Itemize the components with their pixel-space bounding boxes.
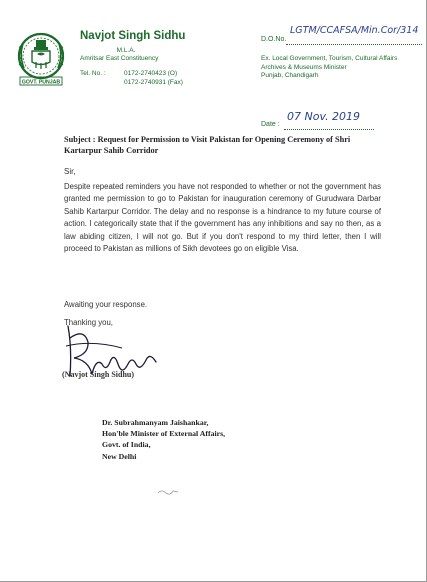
addressee-line: Dr. Subrahmanyam Jaishankar, xyxy=(102,418,209,427)
date-handwritten: 07 Nov. 2019 xyxy=(287,110,361,123)
letterhead-telephone xyxy=(80,70,177,77)
closing-awaiting: Awaiting your response. xyxy=(64,300,148,309)
addressee-line: Govt. of India, xyxy=(102,440,151,450)
do-number-label: D.O.No. xyxy=(261,36,287,43)
do-number-line xyxy=(286,44,422,45)
letterhead-role xyxy=(261,55,421,81)
punjab-emblem-icon xyxy=(10,30,72,88)
tel-fax: 0172-2740931 (Fax) xyxy=(124,79,183,86)
role-line: Punjab, Chandigarh xyxy=(261,72,319,80)
letterhead-constituency: Amritsar East Constituency xyxy=(80,55,159,62)
addressee-line: Hon'ble Minister of External Affairs, xyxy=(102,429,226,439)
addressee-block xyxy=(102,417,322,462)
letterhead-name: Navjot Singh Sidhu xyxy=(80,30,186,42)
date-label: Date : xyxy=(261,121,280,128)
tel-label: Tel. No. : xyxy=(80,70,106,77)
salutation: Sir, xyxy=(64,167,76,176)
do-number-handwritten: LGTM/CCAFSA/Min.Cor/314 xyxy=(290,25,419,36)
signatory-name: (Navjot Singh Sidhu) xyxy=(62,370,135,379)
letter-body: Despite repeated reminders you have not responded to whether or not the government has granted me permission to go to Pakistan for inauguration ceremony of Gurudwara Darbar Sahib Kartarpur Corridor. The delay and no response is a hindrance to my future course of action. I categorically state that if the government has any inhibitions and say no then, as a law abiding citizen, I will not go. But if you don't respond to my third letter, then I will proceed to Pakistan as millions of Sikh devotees go on eligible Visa. xyxy=(64,182,381,254)
closing-thanking: Thanking you, xyxy=(64,318,113,327)
addressee-line: New Delhi xyxy=(102,451,137,461)
handwritten-signature xyxy=(62,318,182,398)
date-line xyxy=(284,129,374,130)
tel-office: 0172-2740423 (O) xyxy=(124,70,178,77)
role-line: Ex. Local Government, Tourism, Cultural Affairs xyxy=(261,55,398,62)
role-line: Archives & Museums Minister xyxy=(261,63,347,71)
letterhead-mla: M.L.A. xyxy=(116,47,136,54)
letter-subject: Subject : Request for Permission to Visit Pakistan for Opening Ceremony of Shri Kartarpur Sahib Corridor xyxy=(64,135,351,155)
emblem-caption: GOVT. PUNJAB xyxy=(21,79,61,86)
scan-mark xyxy=(157,488,179,496)
